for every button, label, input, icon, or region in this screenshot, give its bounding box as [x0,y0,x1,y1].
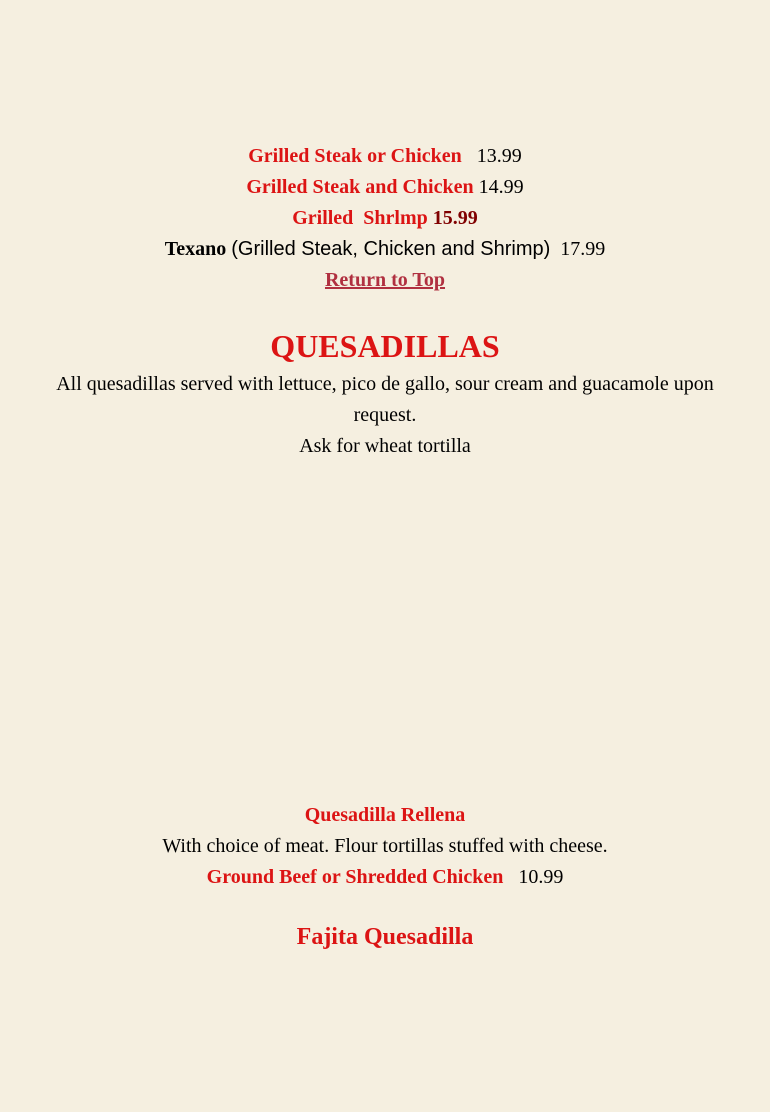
menu-item-price: 15.99 [432,207,478,229]
menu-item-texano [0,234,770,265]
menu-item-steak-or-chicken [0,141,770,172]
menu-item-description: With choice of meat. Flour tortillas stuffed with cheese. [162,835,608,857]
menu-item-name: Grilled Shrlmp [292,207,428,229]
menu-item-quesadilla-rellena-title [0,800,770,831]
menu-item-description: (Grilled Steak, Chicken and Shrimp) [231,238,551,260]
menu-item-price: 13.99 [476,145,522,167]
return-to-top-link[interactable]: Return to Top [324,269,446,291]
section-description: All quesadillas served with lettuce, pico de gallo, sour cream and guacamole upon request. [56,373,714,426]
menu-item-name: Grilled Steak or Chicken [248,145,462,167]
menu-item-price: 17.99 [560,238,606,260]
menu-item-title: Quesadilla Rellena [304,804,466,826]
menu-item-shrimp [0,203,770,234]
return-to-top-row [0,265,770,296]
menu-item-price: 14.99 [478,176,524,198]
section-title-quesadillas: QUESADILLAS [270,328,500,364]
section-note: Ask for wheat tortilla [299,435,471,457]
menu-item-name: Grilled Steak and Chicken [246,176,474,198]
menu-item-name: Ground Beef or Shredded Chicken [206,866,504,888]
menu-item-steak-and-chicken [0,172,770,203]
menu-item-name: Texano [164,238,227,260]
menu-item-price: 10.99 [518,866,564,888]
menu-item-rellena-option [0,862,770,893]
menu-item-fajita-quesadilla-title: Fajita Quesadilla [296,924,474,950]
